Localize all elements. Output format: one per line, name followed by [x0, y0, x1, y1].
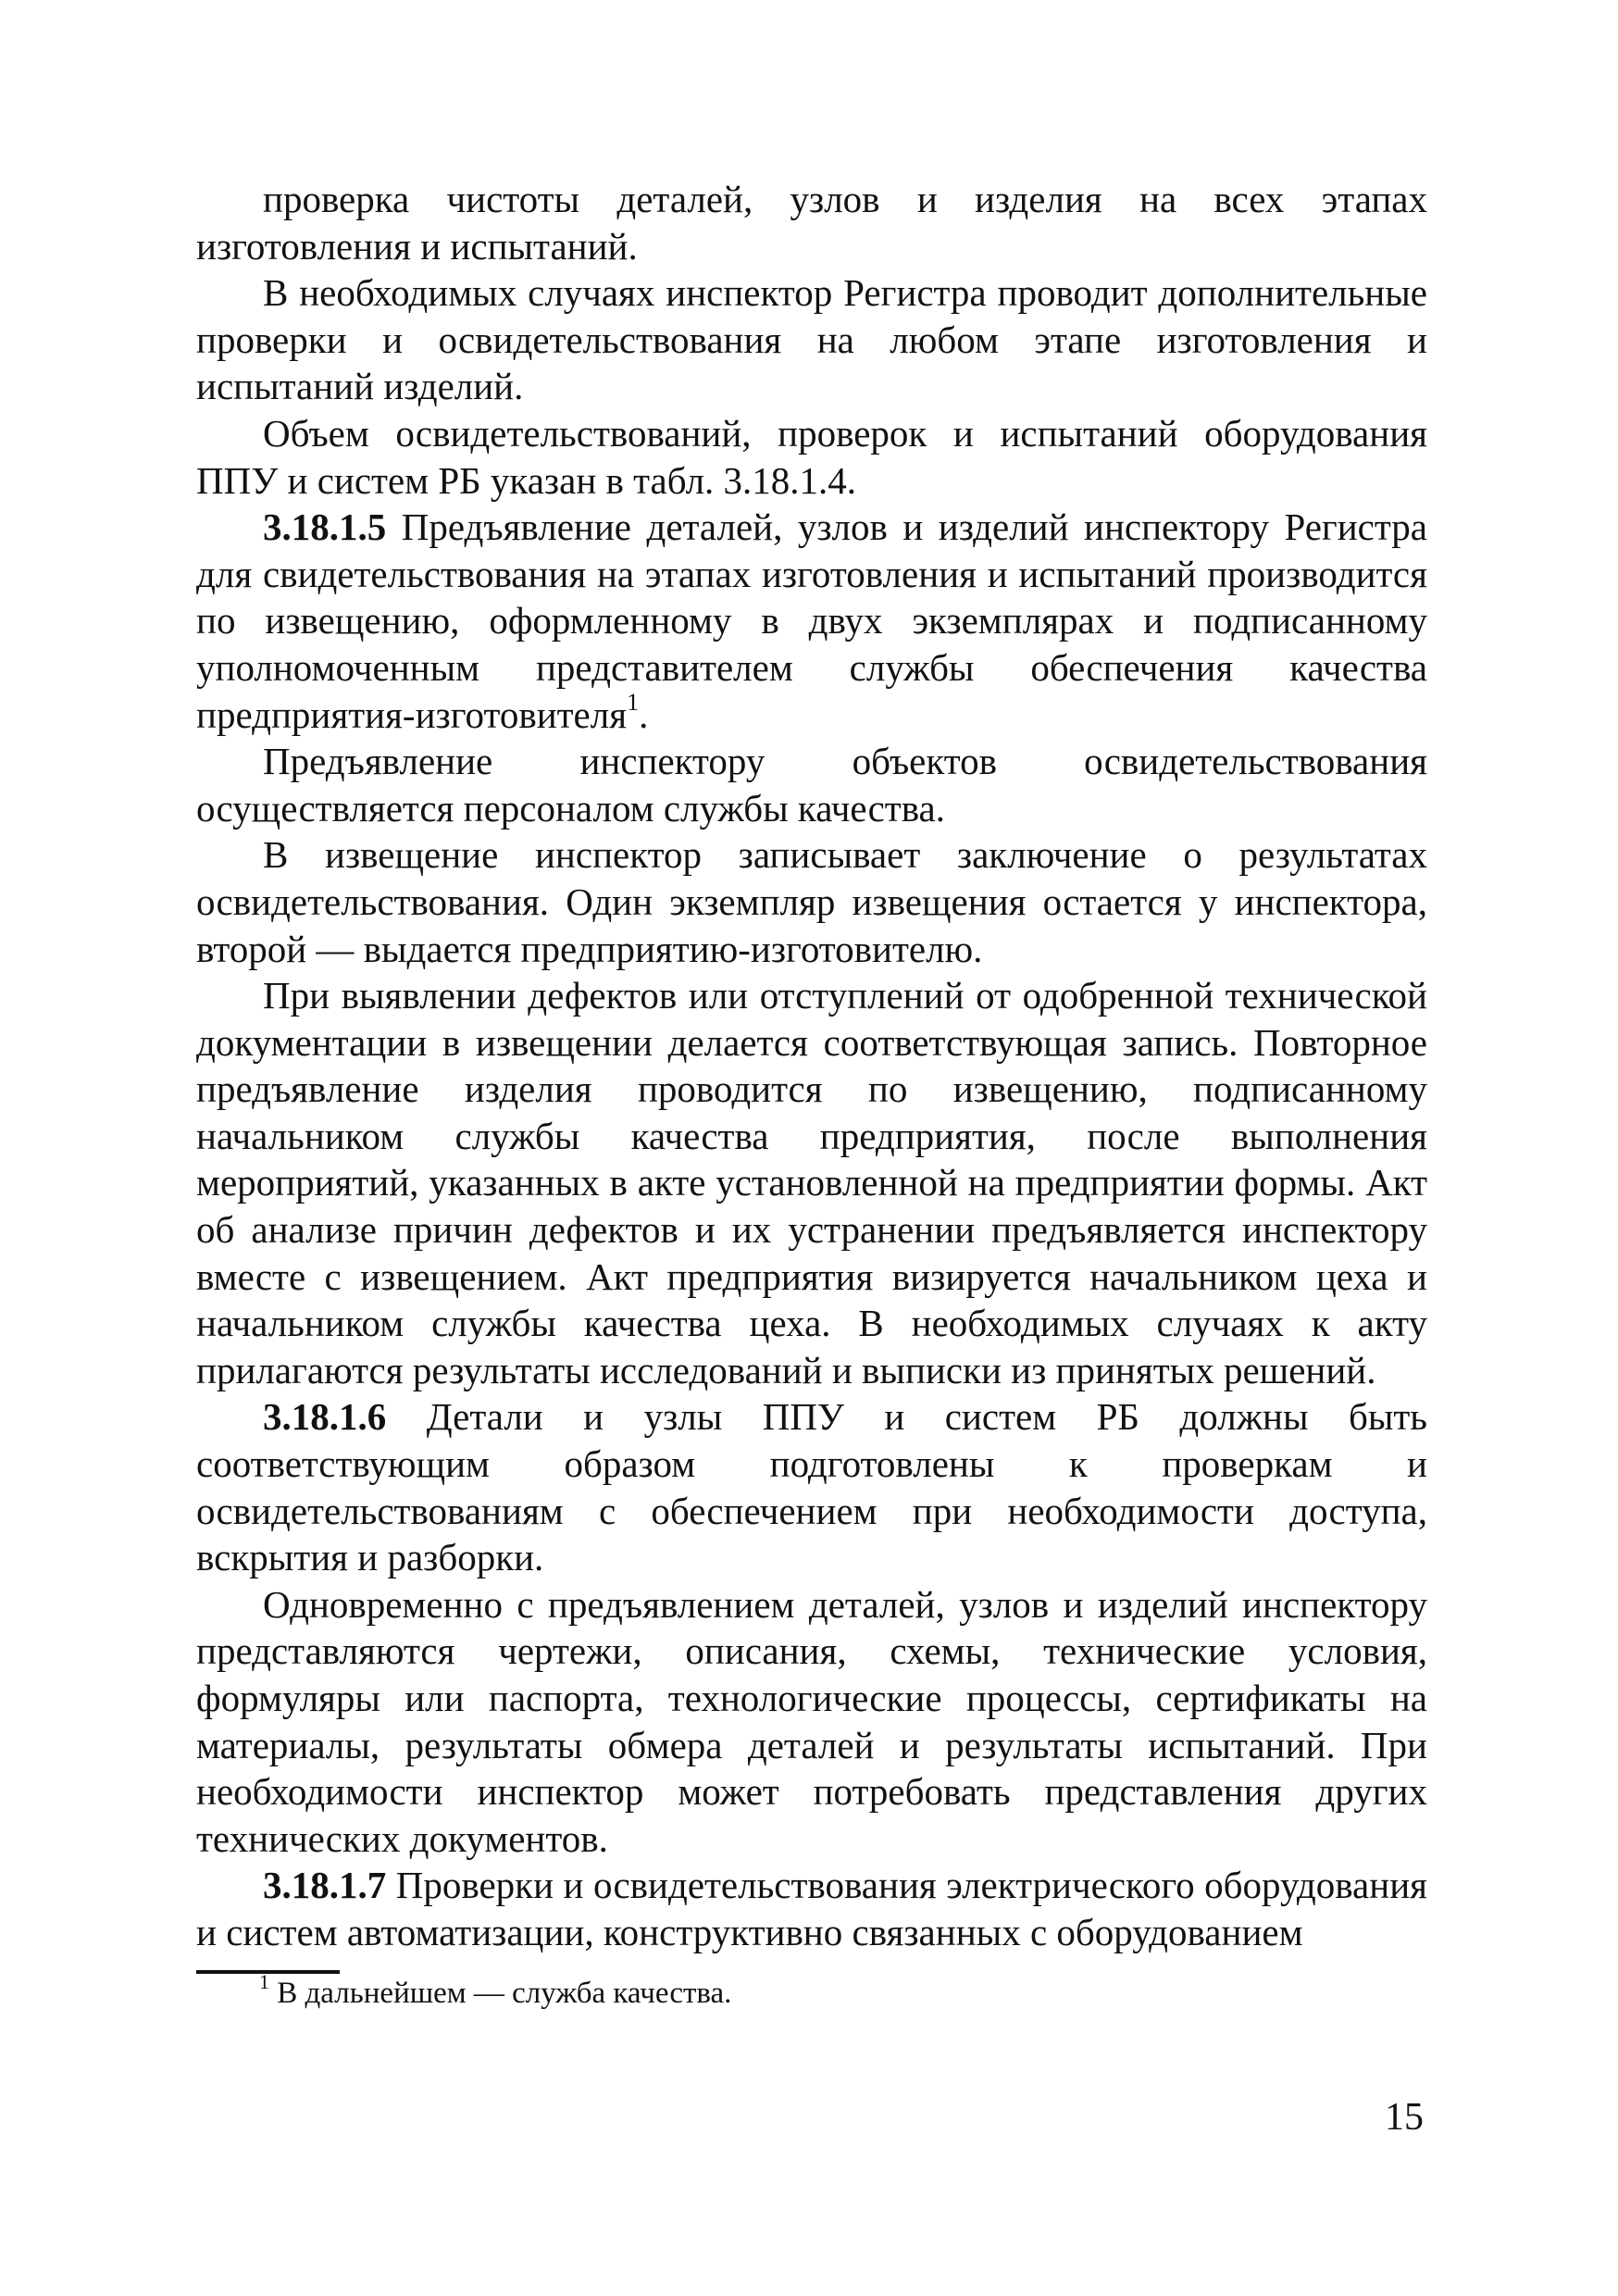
footnote-marker: 1 — [259, 1970, 269, 1993]
paragraph-text: В извещение инспектор записывает заключение о результатах освидетельствования. Один экземпляр извещения остается у инспектора, второй — выдается предприятию-изготовителю. — [196, 833, 1427, 970]
footnote-reference: 1 — [627, 688, 640, 716]
body-text — [196, 176, 1427, 1956]
paragraph-6 — [196, 831, 1427, 972]
paragraph-text: Проверки и освидетельствования электрического оборудования и систем автоматизации, конструктивно связанных с оборудованием — [196, 1864, 1427, 1953]
paragraph-3 — [196, 410, 1427, 504]
paragraph-text: Предъявление деталей, узлов и изделий инспектору Регистра для свидетельствования на этапах изготовления и испытаний производится по извещению, оформленному в двух экземплярах и подписанному уполномоченным представителем службы обеспечения качества предприятия-изготовителя — [196, 505, 1427, 736]
paragraph-5 — [196, 738, 1427, 831]
page-number: 15 — [1385, 2096, 1424, 2139]
paragraph-1 — [196, 176, 1427, 269]
paragraph-text: Предъявление инспектору объектов освидетельствования осуществляется персоналом службы качества. — [196, 740, 1427, 830]
paragraph-7 — [196, 972, 1427, 1393]
clause-number: 3.18.1.7 — [263, 1864, 387, 1907]
paragraph-2 — [196, 269, 1427, 410]
paragraph-text: Одновременно с предъявлением деталей, узлов и изделий инспектору представляются чертежи, описания, схемы, технические условия, формуляры или паспорта, технологические процессы, сертификаты на материалы, результаты обмера деталей и результаты испытаний. При необходимости инспектор может потребовать представления других технических документов. — [196, 1582, 1427, 1860]
paragraph-text: При выявлении дефектов или отступлений от одобренной технической документации в извещении делается соответствующая запись. Повторное предъявление изделия проводится по извещению, подписанному начальником службы качества предприятия, после выполнения мероприятий, указанных в акте установленной на предприятии формы. Акт об анализе причин дефектов и их устранении предъявляется инспектору вместе с извещением. Акт предприятия визируется начальником цеха и начальником службы качества цеха. В необходимых случаях к акту прилагаются результаты исследований и выписки из принятых решений. — [196, 974, 1427, 1391]
paragraph-9 — [196, 1581, 1427, 1863]
clause-number: 3.18.1.5 — [263, 505, 387, 549]
paragraph-text: Детали и узлы ППУ и систем РБ должны быть соответствующим образом подготовлены к проверкам и освидетельствованиям с обеспечением при необходимости доступа, вскрытия и разборки. — [196, 1395, 1427, 1579]
paragraph-text: Объем освидетельствований, проверок и испытаний оборудования ППУ и систем РБ указан в табл. 3.18.1.4. — [196, 411, 1427, 502]
paragraph-4 — [196, 504, 1427, 738]
footnote-text: В дальнейшем — служба качества. — [269, 1977, 732, 2010]
paragraph-text: В необходимых случаях инспектор Регистра проводит дополнительные проверки и освидетельствования на любом этапе изготовления и испытаний изделий. — [196, 271, 1427, 408]
clause-number: 3.18.1.6 — [263, 1395, 387, 1439]
paragraph-8 — [196, 1393, 1427, 1580]
paragraph-10 — [196, 1862, 1427, 1955]
paragraph-tail: . — [639, 693, 649, 736]
paragraph-text: проверка чистоты деталей, узлов и изделия на всех этапах изготовления и испытаний. — [196, 178, 1427, 268]
footnote — [259, 1970, 732, 2012]
